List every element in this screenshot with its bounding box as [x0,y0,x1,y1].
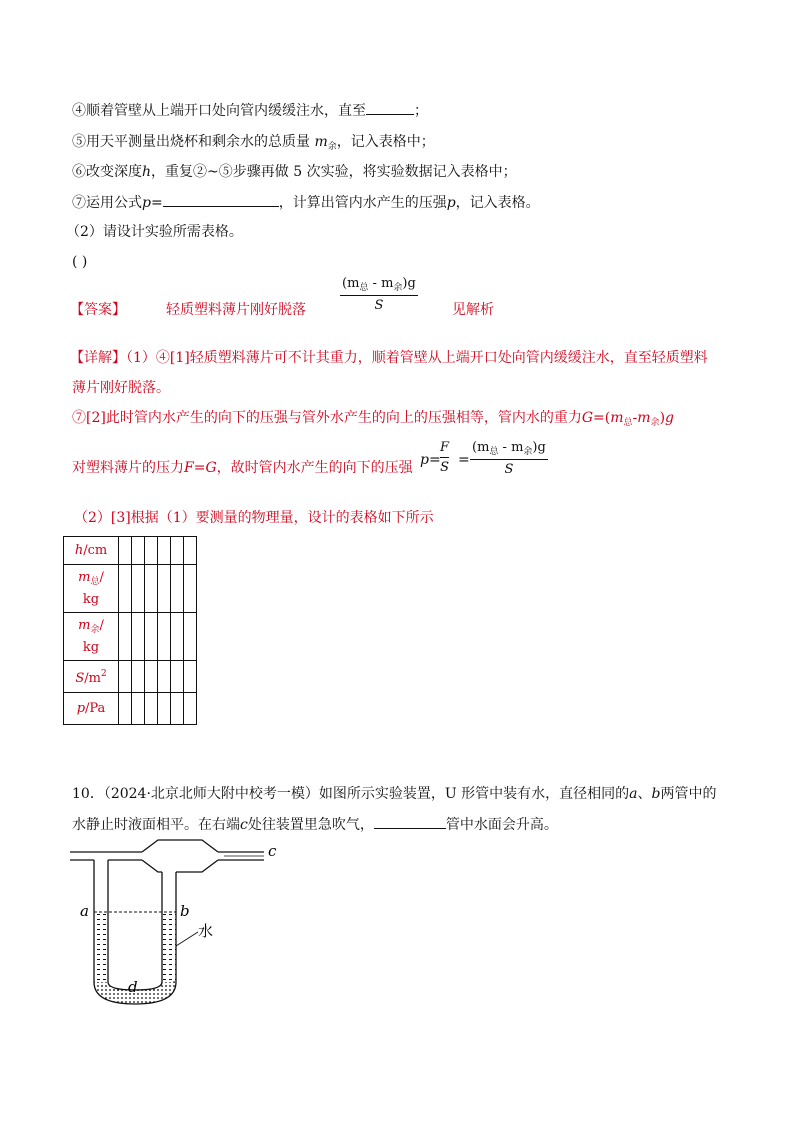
eq-open: =( [593,410,611,426]
table-cell[interactable] [119,693,132,725]
frac-sub-remain: 余 [393,283,403,293]
answer-1: 轻质塑料薄片刚好脱落 [166,302,306,318]
table-cell[interactable] [184,661,197,693]
step-7-end: ，记入表格。 [455,195,540,211]
table-row [64,613,197,661]
step-5-text: ⑤用天平测量出烧杯和剩余水的总质量 [72,134,310,150]
var-c: c [240,817,248,833]
fraction-bar-3 [470,459,548,460]
row-header-h [64,537,119,565]
table-cell[interactable] [171,613,184,661]
table-row [64,565,197,613]
var-G: G [581,410,594,426]
var-a: a [629,786,638,802]
frac-F-over-S [440,440,449,475]
hdr-var: h [74,543,84,558]
hdr-unit: /cm [83,543,108,558]
q10-text-2: 水静止时液面相平。在右端 [72,817,240,833]
table-cell[interactable] [132,693,145,725]
row-header-m-remain [64,613,119,661]
answer-blank-1[interactable] [366,100,414,115]
table-cell[interactable] [171,661,184,693]
hdr-unit: /Pa [85,701,106,716]
hdr-unit: / [99,570,104,585]
table-cell[interactable] [132,537,145,565]
f2-den: S [504,462,514,477]
var-b: b [651,786,661,802]
question-10-line-1 [72,784,716,804]
frac-S: S [440,460,449,475]
step-6 [72,162,517,182]
step-7-text: ⑦运用公式 [72,195,142,211]
detail-line-1: 【详解】（1）④[1]轻质塑料薄片可不计其重力，顺着管壁从上端开口处向管内缓缓注水，直至轻质塑料 [70,350,708,366]
f2-num-a: (m [472,440,490,455]
question-2: （2）请设计实验所需表格。 [66,224,243,240]
label-b: b [180,902,190,920]
step-4-text: ④顺着管壁从上端开口处向管内缓缓注水，直至 [72,103,366,119]
fraction-bar-2 [440,457,449,458]
answer-label: 【答案】 [70,302,126,318]
step-5 [72,132,435,157]
table-row [64,661,197,693]
hdr-unit: /m [84,671,101,686]
f2-sub-total: 总 [489,447,499,457]
table-cell[interactable] [145,613,158,661]
var-h: h [142,164,152,180]
f2-num-b: - m [498,440,524,455]
table-row [64,537,197,565]
equals: = [150,195,163,211]
minus: - [632,410,638,426]
var-m-total: m [610,410,624,426]
q10-text-1-end: 两管中的 [660,786,717,802]
table-cell[interactable] [119,565,132,613]
answer-blank-2[interactable] [163,192,279,207]
u-tube-apparatus-figure [60,832,320,1012]
row-header-m-total [64,565,119,613]
table-cell[interactable] [158,661,171,693]
label-water: 水 [198,922,214,940]
hdr-unit-2: kg [82,640,100,655]
detail-line-3 [72,408,674,433]
table-cell[interactable] [145,693,158,725]
var-g: g [665,410,674,426]
label-a: a [80,902,89,920]
frac-sub-total: 总 [359,283,369,293]
pressure-formula [420,450,441,470]
separator: 、 [637,786,652,802]
formula-eq-1: = [428,452,441,468]
table-cell[interactable] [132,565,145,613]
subscript-remain: 余 [327,142,337,152]
f2-sub-remain: 余 [523,447,533,457]
table-cell[interactable] [132,613,145,661]
answer-3: 见解析 [452,302,494,318]
answer-parenthesis: ( ) [72,254,88,270]
q10-text-2-mid: 处往装置里急吹气， [247,817,374,833]
table-cell[interactable] [184,693,197,725]
answer-formula [340,276,418,313]
detail-l3-text: ⑦[2]此时管内水产生的向下的压强与管外水产生的向上的压强相等，管内水的重力 [72,410,582,426]
table-cell[interactable] [184,537,197,565]
hdr-unit-2: kg [82,592,100,607]
hdr-sup: 2 [100,669,107,679]
sub-remain: 余 [650,418,660,428]
q10-text-1: 10．（2024·北京北师大附中校考一模）如图所示实验装置，U 形管中装有水，直径相同的 [72,786,630,802]
frac-num-b: - m [368,276,394,291]
step-6-end: ，重复②~⑤步骤再做 5 次实验，将实验数据记入表格中； [151,164,517,180]
row-header-S [64,661,119,693]
table-cell[interactable] [158,537,171,565]
q10-text-2-end: 管中水面会升高。 [445,817,558,833]
close-paren: ) [659,410,666,426]
table-cell[interactable] [158,565,171,613]
formula-p: p [420,452,429,468]
table-cell[interactable] [145,537,158,565]
answer-blank-3[interactable] [374,814,446,829]
table-cell[interactable] [145,565,158,613]
table-cell[interactable] [171,693,184,725]
hdr-var: S [75,671,85,686]
step-7 [72,192,540,213]
table-cell[interactable] [119,613,132,661]
var-m-remain: m [637,410,651,426]
hdr-unit: / [99,618,104,633]
hdr-sub: 总 [90,577,100,587]
detail-l4-end: ，故时管内水产生的向下的压强 [216,460,413,476]
detail-line-2: 薄片刚好脱落。 [72,380,170,396]
hdr-var: m [78,618,91,633]
frac-den: S [374,298,384,313]
row-header-p [64,693,119,725]
frac-num-c: )g [402,276,416,291]
step-4 [72,100,428,121]
equals-2: = [193,460,206,476]
frac-F: F [440,440,450,455]
detail-line-5: （2）[3]根据（1）要测量的物理量，设计的表格如下所示 [74,510,434,526]
label-d: d [128,978,138,996]
table-cell[interactable] [184,565,197,613]
frac-mass-over-S [470,440,548,477]
table-cell[interactable] [145,661,158,693]
detail-l4-text: 对塑料薄片的压力 [72,460,184,476]
fraction-bar [340,295,418,296]
table-cell[interactable] [158,613,171,661]
f2-num-c: )g [532,440,546,455]
hdr-var: m [78,570,91,585]
formula-eq-2: = [458,452,470,468]
var-p-2: p [446,195,456,211]
step-5-end: ，记入表格中； [336,134,435,150]
label-c: c [268,842,277,860]
hdr-sub: 余 [90,625,100,635]
var-F: F [184,460,194,476]
table-cell[interactable] [119,537,132,565]
table-cell[interactable] [184,613,197,661]
frac-num-a: (m [342,276,360,291]
table-cell[interactable] [171,537,184,565]
detail-line-4 [72,458,413,478]
table-cell[interactable] [119,661,132,693]
var-m: m [314,134,328,150]
var-G-2: G [205,460,217,476]
data-table [63,536,197,725]
table-cell[interactable] [132,661,145,693]
table-cell[interactable] [158,693,171,725]
step-7-mid: ，计算出管内水产生的压强 [278,195,447,211]
hdr-var: p [76,701,86,716]
sub-total: 总 [623,418,633,428]
step-6-text: ⑥改变深度 [72,164,142,180]
var-p: p [142,195,151,211]
table-cell[interactable] [171,565,184,613]
step-4-end: ； [414,103,428,119]
table-row [64,693,197,725]
